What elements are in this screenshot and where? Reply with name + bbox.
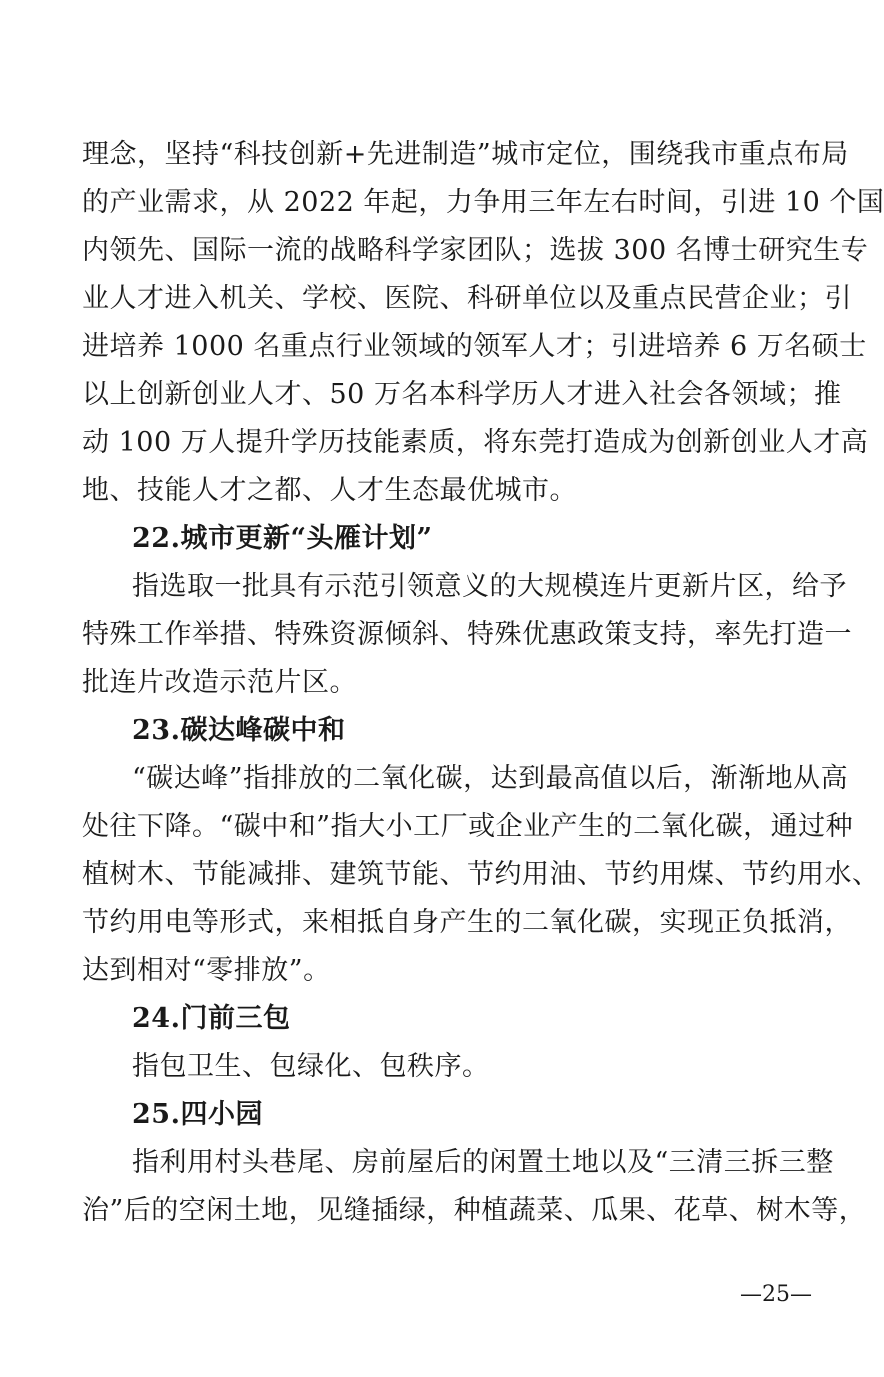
intro-line-8: 地、技能人才之都、人才生态最优城市。 [82,475,577,506]
intro-line-6: 以上创新创业人才、50 万名本科学历人才进入社会各领域；推 [82,379,842,410]
section-23-heading: 23.碳达峰碳中和 [132,715,346,746]
section-25-line-1: 指利用村头巷尾、房前屋后的闲置土地以及“三清三拆三整 [132,1147,834,1178]
intro-line-2: 的产业需求，从 2022 年起，力争用三年左右时间，引进 10 个国 [82,187,884,218]
intro-line-1: 理念，坚持“科技创新+先进制造”城市定位，围绕我市重点布局 [82,139,849,170]
section-22-heading: 22.城市更新“头雁计划” [132,523,433,554]
section-23-line-5: 达到相对“零排放”。 [82,955,331,986]
intro-line-7: 动 100 万人提升学历技能素质，将东莞打造成为创新创业人才高 [82,427,869,458]
section-22-line-1: 指选取一批具有示范引领意义的大规模连片更新片区，给予 [132,571,847,602]
section-24-heading: 24.门前三包 [132,1003,291,1034]
intro-line-4: 业人才进入机关、学校、医院、科研单位以及重点民营企业；引 [82,283,852,314]
section-24-line-1: 指包卫生、包绿化、包秩序。 [132,1051,490,1082]
section-25-heading: 25.四小园 [132,1099,263,1130]
section-23-line-3: 植树木、节能减排、建筑节能、节约用油、节约用煤、节约用水、 [82,859,880,890]
page-number: —25— [740,1282,812,1307]
section-23-line-2: 处往下降。“碳中和”指大小工厂或企业产生的二氧化碳，通过种 [82,811,854,842]
section-22-line-3: 批连片改造示范片区。 [82,667,357,698]
section-22-line-2: 特殊工作举措、特殊资源倾斜、特殊优惠政策支持，率先打造一 [82,619,852,650]
section-23-line-4: 节约用电等形式，来相抵自身产生的二氧化碳，实现正负抵消， [82,907,852,938]
intro-line-5: 进培养 1000 名重点行业领域的领军人才；引进培养 6 万名硕士 [82,331,867,362]
intro-line-3: 内领先、国际一流的战略科学家团队；选拔 300 名博士研究生专 [82,235,869,266]
section-25-line-2: 治”后的空闲土地，见缝插绿，种植蔬菜、瓜果、花草、树木等， [82,1195,867,1226]
section-23-line-1: “碳达峰”指排放的二氧化碳，达到最高值以后，渐渐地从高 [132,763,849,794]
